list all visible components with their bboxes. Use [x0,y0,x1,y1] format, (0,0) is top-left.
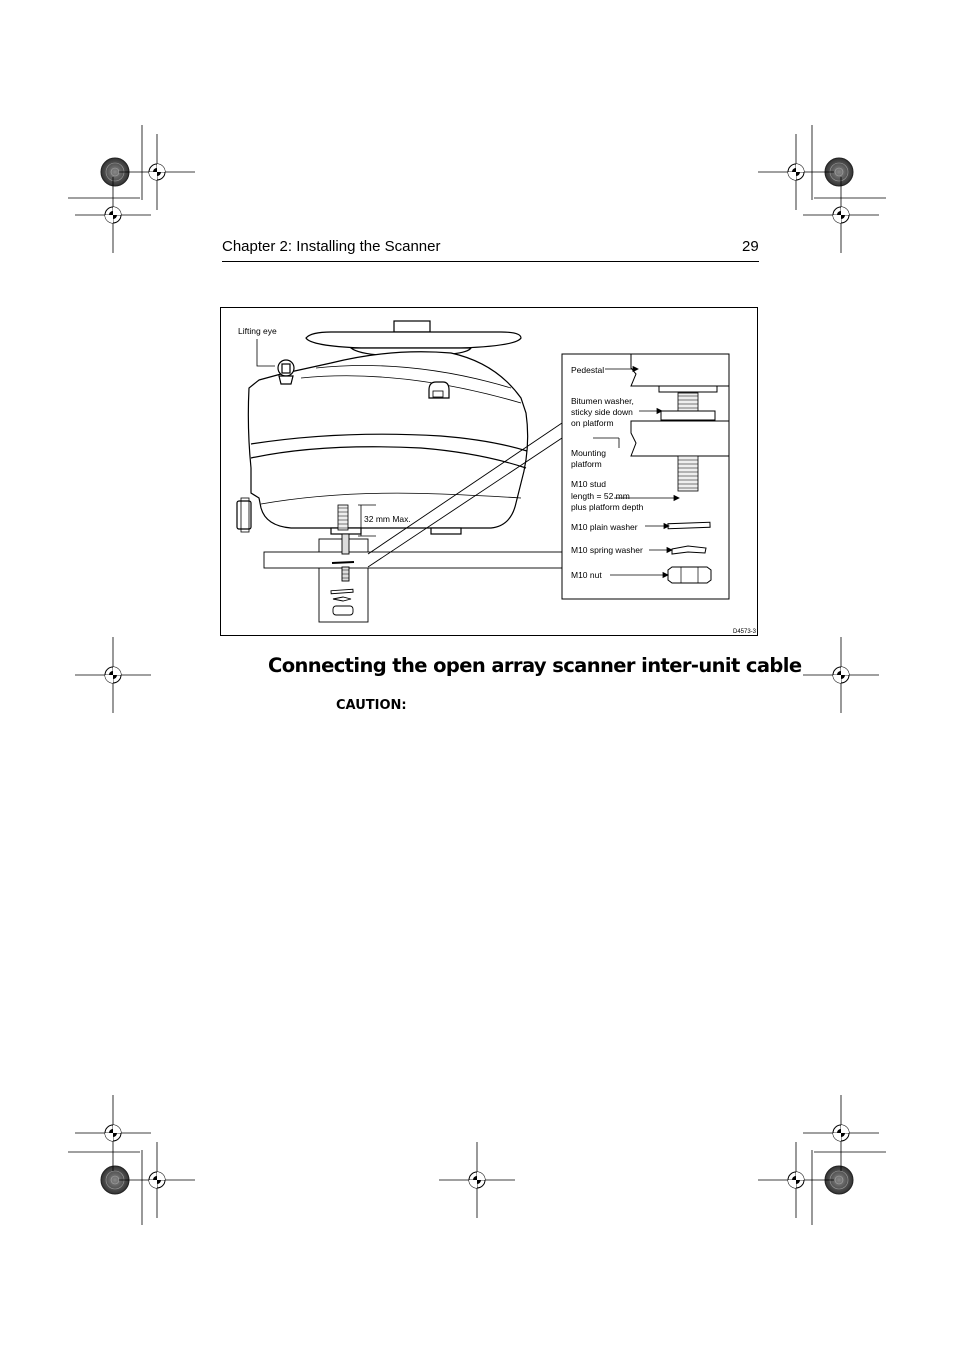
m10-plain-washer-label: M10 plain washer [571,522,638,532]
page-number: 29 [742,238,759,255]
m10-stud-label-line1: M10 stud [571,479,606,489]
m10-nut-label: M10 nut [571,570,602,580]
max-length-label: 32 mm Max. [364,514,411,524]
bitumen-washer-label-line3: on platform [571,418,614,428]
scanner-mounting-figure [220,307,758,636]
section-heading: Connecting the open array scanner inter-unit cable [268,654,802,677]
mounting-platform-label-line2: platform [571,459,602,469]
platform-assembly [264,534,562,622]
bitumen-washer-label-line2: sticky side down [571,407,633,417]
detail-inset [562,354,729,599]
bitumen-washer-label-line1: Bitumen washer, [571,396,634,406]
m10-stud-label-line3: plus platform depth [571,502,644,512]
caution-label: CAUTION: [336,698,407,713]
scanner-body [237,321,528,534]
scanner-mounting-diagram [221,308,757,635]
m10-stud-label-line2: length = 52 mm [571,491,630,501]
lifting-eye-leader [257,339,275,366]
m10-spring-washer-label: M10 spring washer [571,545,643,555]
header-rule [222,261,759,262]
mounting-platform-label-line1: Mounting [571,448,606,458]
mounting-stud [338,505,348,530]
pedestal-label: Pedestal [571,365,605,375]
lifting-eye-label: Lifting eye [238,326,277,336]
figure-id: D4573-3 [733,629,757,635]
header-title: Chapter 2: Installing the Scanner [222,238,441,255]
